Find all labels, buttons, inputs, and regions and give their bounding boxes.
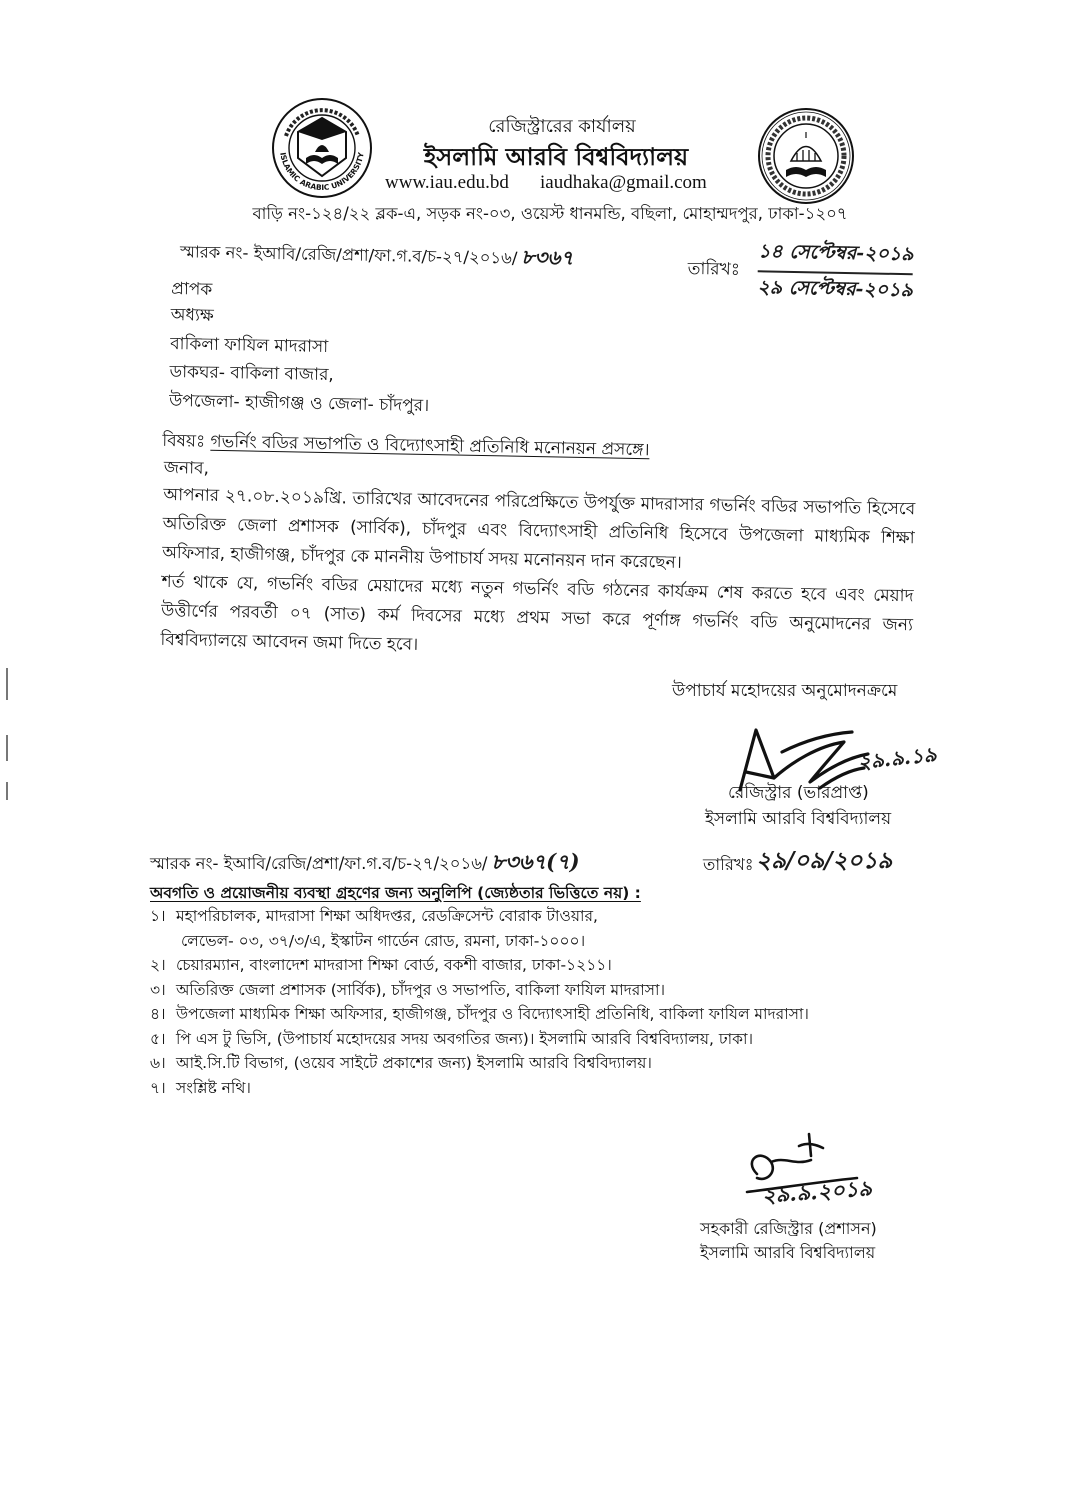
recipient-line: অধ্যক্ষ bbox=[170, 305, 214, 326]
list-item-number: ৩। bbox=[150, 980, 166, 999]
subject-text: গভর্নিং বডির সভাপতি ও বিদ্যোৎসাহী প্রতিনিধি মনোনয়ন প্রসঙ্গে। bbox=[210, 431, 650, 461]
signatory-designation: সহকারী রেজিস্ট্রার (প্রশাসন) bbox=[700, 1219, 877, 1238]
copy-memo-reference bbox=[150, 846, 580, 881]
scan-artifact bbox=[6, 735, 8, 761]
copy-distribution-list bbox=[150, 904, 1050, 1100]
list-item-number: ২। bbox=[150, 956, 166, 974]
letter-main bbox=[0, 0, 1088, 718]
handwritten-date: ২৯/০৯/২০১৯ bbox=[756, 847, 893, 874]
date-label: তারিখঃ bbox=[687, 258, 741, 280]
memo-reference bbox=[180, 236, 574, 277]
recipient-label: প্রাপক bbox=[171, 279, 213, 300]
list-item-line: লেভেল- ০৩, ৩৭/৩/এ, ইস্কাটন গার্ডেন রোড, রমনা, ঢাকা-১০০০। bbox=[181, 931, 586, 950]
subject-label: বিষয়ঃ bbox=[162, 430, 206, 452]
address: বাড়ি নং-১২৪/২২ ব্লক-এ, সড়ক নং-০৩, ওয়েস্ট ধানমন্ডি, বছিলা, মোহাম্মদপুর, ঢাকা-১২০৭ bbox=[252, 204, 848, 223]
list-item bbox=[150, 904, 1050, 953]
list-item-text bbox=[176, 1076, 1050, 1101]
salutation: জনাব, bbox=[163, 457, 210, 479]
memo-reference-number: ৮৩৬৭(৭) bbox=[491, 849, 580, 874]
signatory-organization: ইসলামি আরবি বিশ্ববিদ্যালয় bbox=[705, 809, 892, 829]
date-label: তারিখঃ bbox=[703, 855, 754, 874]
list-item-line: উপজেলা মাধ্যমিক শিক্ষা অফিসার, হাজীগঞ্জ, চাঁদপুর ও বিদ্যোৎসাহী প্রতিনিধি, বাকিলা ফাযিল মাদরাসা। bbox=[176, 1005, 809, 1023]
handwritten-date: ২৯ সেপ্টেম্বর-২০১৯ bbox=[757, 276, 913, 302]
handwritten-date: ১৪ সেপ্টেম্বর-২০১৯ bbox=[758, 237, 914, 275]
list-item-text bbox=[176, 1002, 1050, 1027]
list-item-number: ৫। bbox=[150, 1029, 166, 1048]
list-item-line: চেয়ারম্যান, বাংলাদেশ মাদরাসা শিক্ষা বোর্ড, বকশী বাজার, ঢাকা-১২১১। bbox=[176, 956, 612, 974]
list-item-text bbox=[176, 1051, 1050, 1076]
list-item-number: ১। bbox=[150, 907, 166, 925]
list-item-line: মহাপরিচালক, মাদরাসা শিক্ষা অধিদপ্তর, রেডক্রিসেন্ট বোরাক টাওয়ার, bbox=[176, 907, 598, 925]
email: iaudhaka@gmail.com bbox=[540, 172, 707, 193]
list-item-number: ৭। bbox=[150, 1078, 166, 1097]
letter-body bbox=[160, 456, 916, 669]
body-paragraph: আপনার ২৭.০৮.২০১৯খ্রি. তারিখের আবেদনের পরিপ্রেক্ষিতে উপর্যুক্ত মাদরাসার গভর্নিং বডির সভাপতি হিসেবে অতিরিক্ত জেলা প্রশাসক (সার্বিক), চাঁদপুর এবং বিদ্যোৎসাহী প্রতিনিধি হিসেবে উপজেলা মাধ্যমিক শিক্ষা অফিসার, হাজীগঞ্জ, চাঁদপুর কে মাননীয় উপাচার্য সদয় মনোনয়ন দান করেছেন। bbox=[161, 484, 916, 573]
office-title: রেজিস্ট্রারের কার্যালয় bbox=[488, 116, 636, 137]
memo-reference-label: স্মারক নং- ইআবি/রেজি/প্রশা/ফা.গ.ব/চ-২৭/২০১৬/ bbox=[150, 854, 488, 873]
list-item-number: ৪। bbox=[150, 1005, 166, 1023]
list-item-text bbox=[176, 904, 1050, 953]
university-name: ইসলামি আরবি বিশ্ববিদ্যালয় bbox=[423, 143, 689, 171]
memo-reference-label: স্মারক নং- ইআবি/রেজি/প্রশা/ফা.গ.ব/চ-২৭/২০১৬/ bbox=[179, 242, 518, 268]
scan-artifact bbox=[6, 782, 8, 800]
signatory-organization: ইসলামি আরবি বিশ্ববিদ্যালয় bbox=[700, 1243, 876, 1262]
signature-date: ২৯.৯.২০১৯ bbox=[761, 1175, 873, 1208]
recipient-line: বাকিলা ফাযিল মাদরাসা bbox=[170, 334, 329, 358]
list-item bbox=[150, 978, 1050, 1003]
recipient-line: ডাকঘর- বাকিলা বাজার, bbox=[169, 362, 334, 386]
emblem-text: ISLAMIC ARABIC UNIVERSITY bbox=[278, 151, 366, 193]
signatory-designation: রেজিস্ট্রার (ভারপ্রাপ্ত) bbox=[728, 783, 869, 803]
recipient-line: উপজেলা- হাজীগঞ্জ ও জেলা- চাঁদপুর। bbox=[168, 391, 430, 417]
body-paragraph: শর্ত থাকে যে, গভর্নিং বডির মেয়াদের মধ্যে নতুন গভর্নিং বডি গঠনের কার্যক্রম শেষ করতে হবে এবং মেয়াদ উত্তীর্ণের পরবর্তী ০৭ (সাত) কর্ম দিবসের মধ্যে প্রথম সভা করে পূর্ণাঙ্গ গভর্নিং বডি অনুমোদনের জন্য বিশ্ববিদ্যালয়ে আবেদন জমা দিতে হবে। bbox=[160, 571, 914, 655]
list-item-text bbox=[176, 953, 1050, 978]
list-item-line: আই.সি.টি বিভাগ, (ওয়েব সাইটে প্রকাশের জন্য) ইসলামি আরবি বিশ্ববিদ্যালয়। bbox=[176, 1054, 652, 1072]
list-item-line: অতিরিক্ত জেলা প্রশাসক (সার্বিক), চাঁদপুর ও সভাপতি, বাকিলা ফাযিল মাদরাসা। bbox=[176, 980, 666, 999]
scan-artifact bbox=[6, 668, 8, 700]
list-item-line: পি এস টু ভিসি, (উপাচার্য মহোদয়ের সদয় অবগতির জন্য)। ইসলামি আরবি বিশ্ববিদ্যালয়, ঢাকা। bbox=[176, 1029, 753, 1048]
website: www.iau.edu.bd bbox=[385, 172, 509, 193]
list-item bbox=[150, 1002, 1050, 1027]
signature-date: ২৯.৯.১৯ bbox=[856, 741, 938, 775]
list-item bbox=[150, 1027, 1050, 1052]
list-item bbox=[150, 1051, 1050, 1076]
list-item bbox=[150, 953, 1050, 978]
list-item-text bbox=[176, 978, 1050, 1003]
list-item bbox=[150, 1076, 1050, 1101]
list-item-number: ৬। bbox=[150, 1054, 166, 1072]
list-item-text bbox=[176, 1027, 1050, 1052]
copy-distribution-heading: অবগতি ও প্রয়োজনীয় ব্যবস্থা গ্রহণের জন্য অনুলিপি (জ্যেষ্ঠতার ভিত্তিতে নয়) : bbox=[150, 884, 641, 902]
memo-reference-number: ৮৩৬৭ bbox=[521, 244, 574, 270]
list-item-line: সংশ্লিষ্ট নথি। bbox=[176, 1078, 251, 1097]
approval-note: উপাচার্য মহোদয়ের অনুমোদনক্রমে bbox=[672, 681, 898, 701]
